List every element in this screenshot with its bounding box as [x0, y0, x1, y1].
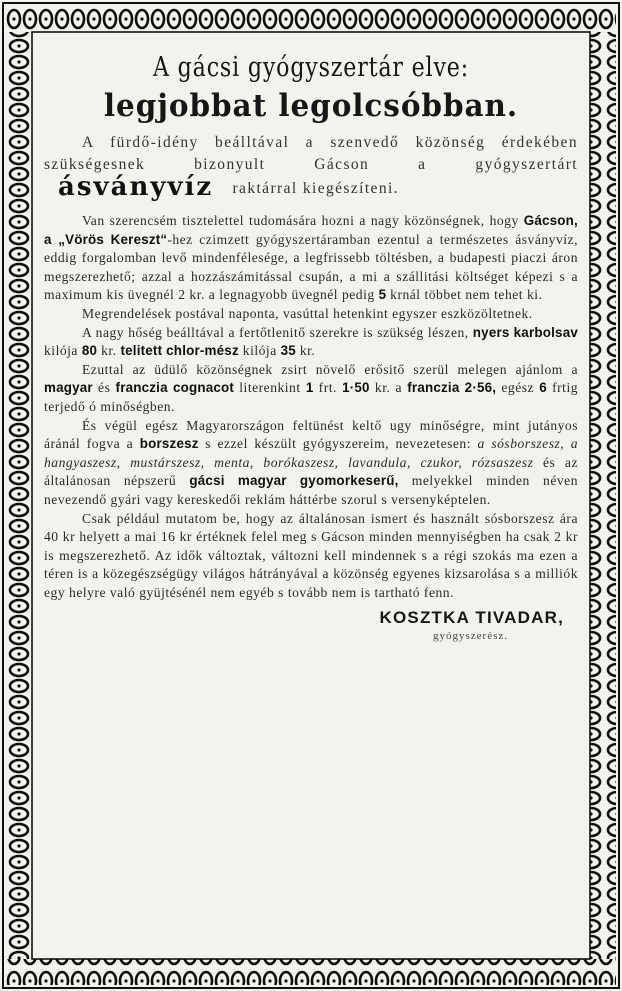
text: frt.	[318, 380, 337, 396]
text: s ezzel készült gyógyszereim, nevezetesen:	[205, 436, 471, 452]
text: és az általánosan népszerű	[44, 454, 578, 489]
product-name: borszesz	[139, 436, 199, 452]
price-figure: 1·50	[342, 380, 370, 396]
intro-text-after: raktárral kiegészíteni.	[232, 180, 399, 197]
paragraph-prices: Csak például mutatom be, hogy az általánosan ismert és használt sósborszesz ára 40 kr helyett a mai 16 kr értéknek felel meg s Gácson minden mennyiségben ha csak 2 kr is megszerezhető. Az idők változtak, változni kell mindennek s a régi szokás ma ezen a téren is a közegészségügy világos hátrányával a közönség egyenes kizsarolása s a milliók egy helyre való gyüjtésénél nem egyéb s tovább nem is tartható fenn.	[44, 510, 578, 600]
text: kilója	[44, 343, 78, 359]
signature-title: gyógyszerész.	[432, 630, 508, 643]
product-name: magyar	[44, 380, 93, 396]
product-name: franczia 2·56,	[407, 380, 497, 396]
text: kr.	[101, 343, 117, 359]
price-figure: 1	[305, 380, 314, 396]
text: kr.	[299, 343, 316, 359]
product-name: gácsi magyar gyomorkeserű,	[189, 473, 399, 489]
paragraph-mineral-water	[44, 212, 578, 305]
text: kilója	[242, 343, 277, 359]
text: melyekkel minden néven nevezendő gyári vagy kereskedői reklám háttérbe szorul s versenyképtelen.	[44, 473, 579, 507]
text: A nagy hőség beálltával a fertőtlenitő szerekre is szükség lészen,	[82, 324, 469, 340]
text: és	[98, 380, 111, 396]
text: krnál többet nem tehet ki.	[390, 287, 543, 303]
signature: KOSZTKA TIVADAR,	[379, 608, 564, 628]
text: -hez czimzett gyógyszertáramban ezentul a természetes ásványvíz, eddig forgalomban levő mindenfélesége, a legfrissebb töltésben, a budapesti piaczi áron megszerezhető; azzal a hozzászámitással csupán, a mi a szállitási költséget képezi s a maximum kis üvegnél 2 kr. a legnagyobb üvegnél pedig	[44, 231, 578, 303]
paragraph-disinfectants	[44, 324, 578, 361]
text: literenkint	[239, 380, 301, 396]
text: Van szerencsém tisztelettel tudomására hozni a nagy közönségnek, hogy	[82, 213, 519, 228]
product-list: a sósborszesz, a hangyaszesz, mustárszesz, menta, borókaszesz, lavandula, czukor, rózsaszesz	[44, 436, 578, 470]
text: egész	[501, 380, 535, 396]
price-figure: 80	[81, 343, 98, 359]
intro-paragraph	[44, 132, 578, 200]
pharmacy-name: Gácson, a „Vörös Kereszt“	[44, 213, 578, 247]
paragraph-spirits	[44, 417, 578, 510]
advertisement-body	[44, 44, 578, 947]
product-name: nyers karbolsav	[472, 324, 578, 340]
text: frtig terjedő ó minőségben.	[44, 380, 579, 414]
price-figure: 35	[280, 343, 296, 359]
intro-highlight: ásványvíz	[58, 172, 214, 202]
product-name: telitett chlor-mész	[120, 343, 239, 359]
ad-body-text	[44, 212, 578, 602]
product-name: franczia cognacot	[115, 380, 235, 396]
intro-text-before: A fürdő-idény beálltával a szenvedő közönség érdekében szükségesnek bizonyult Gácson a gyógyszertárt	[44, 134, 578, 173]
text: És végül egész Magyarországon feltünést keltő ugy minőségre, mint jutányos áránál fogva a	[44, 417, 578, 452]
price-figure: 5	[378, 287, 387, 303]
text: kr. a	[374, 380, 403, 396]
paragraph-cognac	[44, 361, 578, 417]
text: Ezuttal az üdülő közönségnek zsirt növelő erősitő szerül melegen ajánlom a	[82, 361, 578, 377]
ad-slogan: legjobbat legolcsóbban.	[103, 88, 519, 124]
ad-heading: A gácsi gyógyszertár elve:	[153, 52, 469, 83]
price-figure: 6	[539, 380, 547, 396]
paragraph-orders: Megrendelések postával naponta, vasúttal hetenkint egyszer eszközöltetnek.	[82, 305, 533, 321]
